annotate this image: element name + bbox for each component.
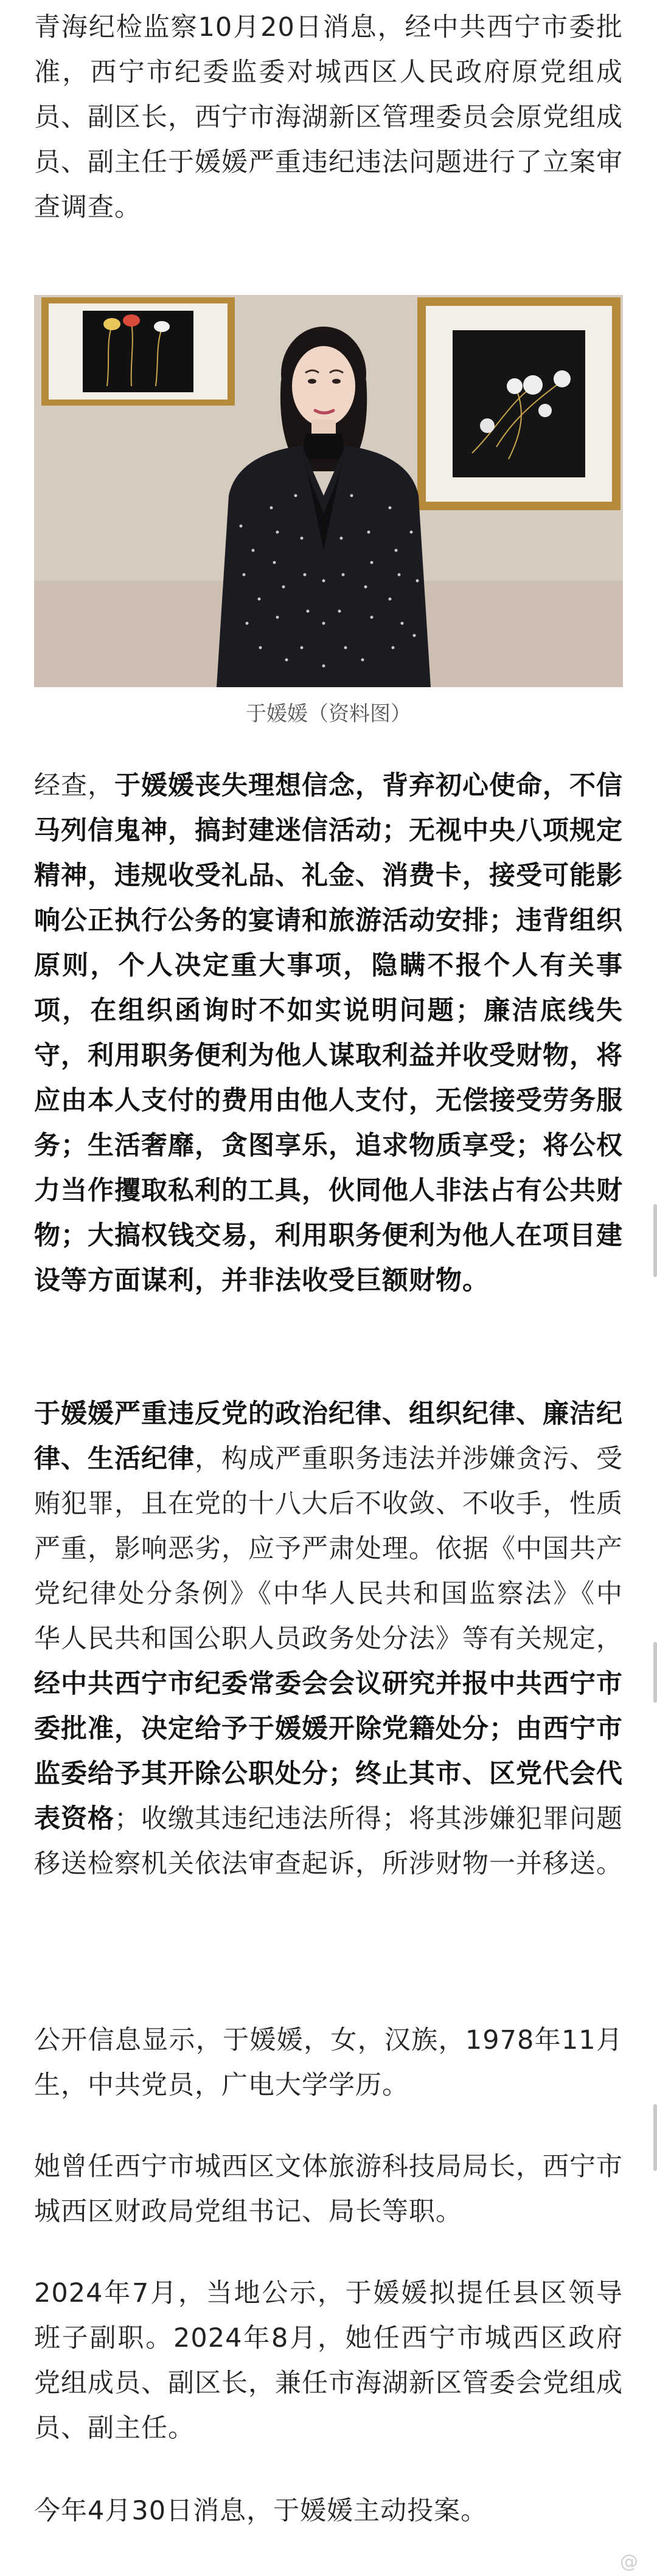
career-text: 她曾任西宁市城西区文体旅游科技局局长，西宁市城西区财政局党组书记、局长等职。 bbox=[34, 2152, 623, 2227]
intro-text: 青海纪检监察10月20日消息，经中共西宁市委批准，西宁市纪委监委对城西区人民政府原党组成员、副区长，西宁市海湖新区管理委员会原党组成员、副主任于媛媛严重违纪违法问题进行了立案审查调查。 bbox=[34, 12, 623, 223]
promotion-text: 2024年7月，当地公示，于媛媛拟提任县区领导班子副职。2024年8月，她任西宁市城西区政府党组成员、副区长，兼任市海湖新区管委会党组成员、副主任。 bbox=[34, 2278, 623, 2443]
decision-punishment: 经中共西宁市纪委常委会会议研究并报中共西宁市委批准，决定给予于媛媛开除党籍处分；由西宁市监委给予其开除公职处分；终止其市、区党代会代表资格 bbox=[34, 1669, 623, 1834]
profile-text: 公开信息显示，于媛媛，女，汉族，1978年11月生，中共党员，广电大学学历。 bbox=[34, 2025, 623, 2100]
scrollbar-thumb[interactable] bbox=[653, 2104, 657, 2171]
decision-basis: ，构成严重职务违法并涉嫌贪污、受贿犯罪，且在党的十八大后不收敛、不收手，性质严重，影响恶劣，应予严肃处理。依据《中国共产党纪律处分条例》《中华人民共和国监察法》《中华人民共和国公职人员政务处分法》等有关规定， bbox=[34, 1444, 623, 1654]
decision-violations: 于媛媛严重违反党的政治纪律、组织纪律、廉洁纪律、生活纪律 bbox=[34, 1399, 623, 1474]
investigation-findings: 于媛媛丧失理想信念，背弃初心使命，不信马列信鬼神，搞封建迷信活动；无视中央八项规定精神，违规收受礼品、礼金、消费卡，接受可能影响公正执行公务的宴请和旅游活动安排；违背组织原则，个人决定重大事项，隐瞒不报个人有关事项，在组织函询时不如实说明问题；廉洁底线失守，利用职务便利为他人谋取利益并收受财物，将应由本人支付的费用由他人支付，无偿接受劳务服务；生活奢靡，贪图享乐，追求物质享受；将公权力当作攫取私利的工具，伙同他人非法占有公共财物；大搞权钱交易，利用职务便利为他人在项目建设等方面谋利，并非法收受巨额财物。 bbox=[34, 770, 623, 1296]
investigation-lead: 经查， bbox=[34, 770, 114, 801]
decision-transfer: ；收缴其违纪违法所得；将其涉嫌犯罪问题移送检察机关依法审查起诉，所涉财物一并移送。 bbox=[34, 1804, 623, 1879]
paragraph-promotion bbox=[34, 2271, 623, 2451]
paragraph-investigation bbox=[34, 763, 623, 1303]
photo-caption: 于媛媛（资料图） bbox=[246, 702, 411, 726]
paragraph-decision bbox=[34, 1391, 623, 1886]
paragraph-intro bbox=[34, 5, 623, 230]
article-photo[interactable] bbox=[34, 295, 623, 687]
paragraph-career bbox=[34, 2144, 623, 2234]
scrollbar-thumb[interactable] bbox=[653, 1642, 657, 1703]
scrollbar-thumb[interactable] bbox=[653, 1204, 657, 1277]
paragraph-surrender bbox=[34, 2488, 623, 2533]
paragraph-profile bbox=[34, 2018, 623, 2108]
watermark: @ bbox=[620, 2551, 639, 2572]
surrender-text: 今年4月30日消息，于媛媛主动投案。 bbox=[34, 2496, 488, 2526]
photo-illustration bbox=[34, 295, 623, 687]
